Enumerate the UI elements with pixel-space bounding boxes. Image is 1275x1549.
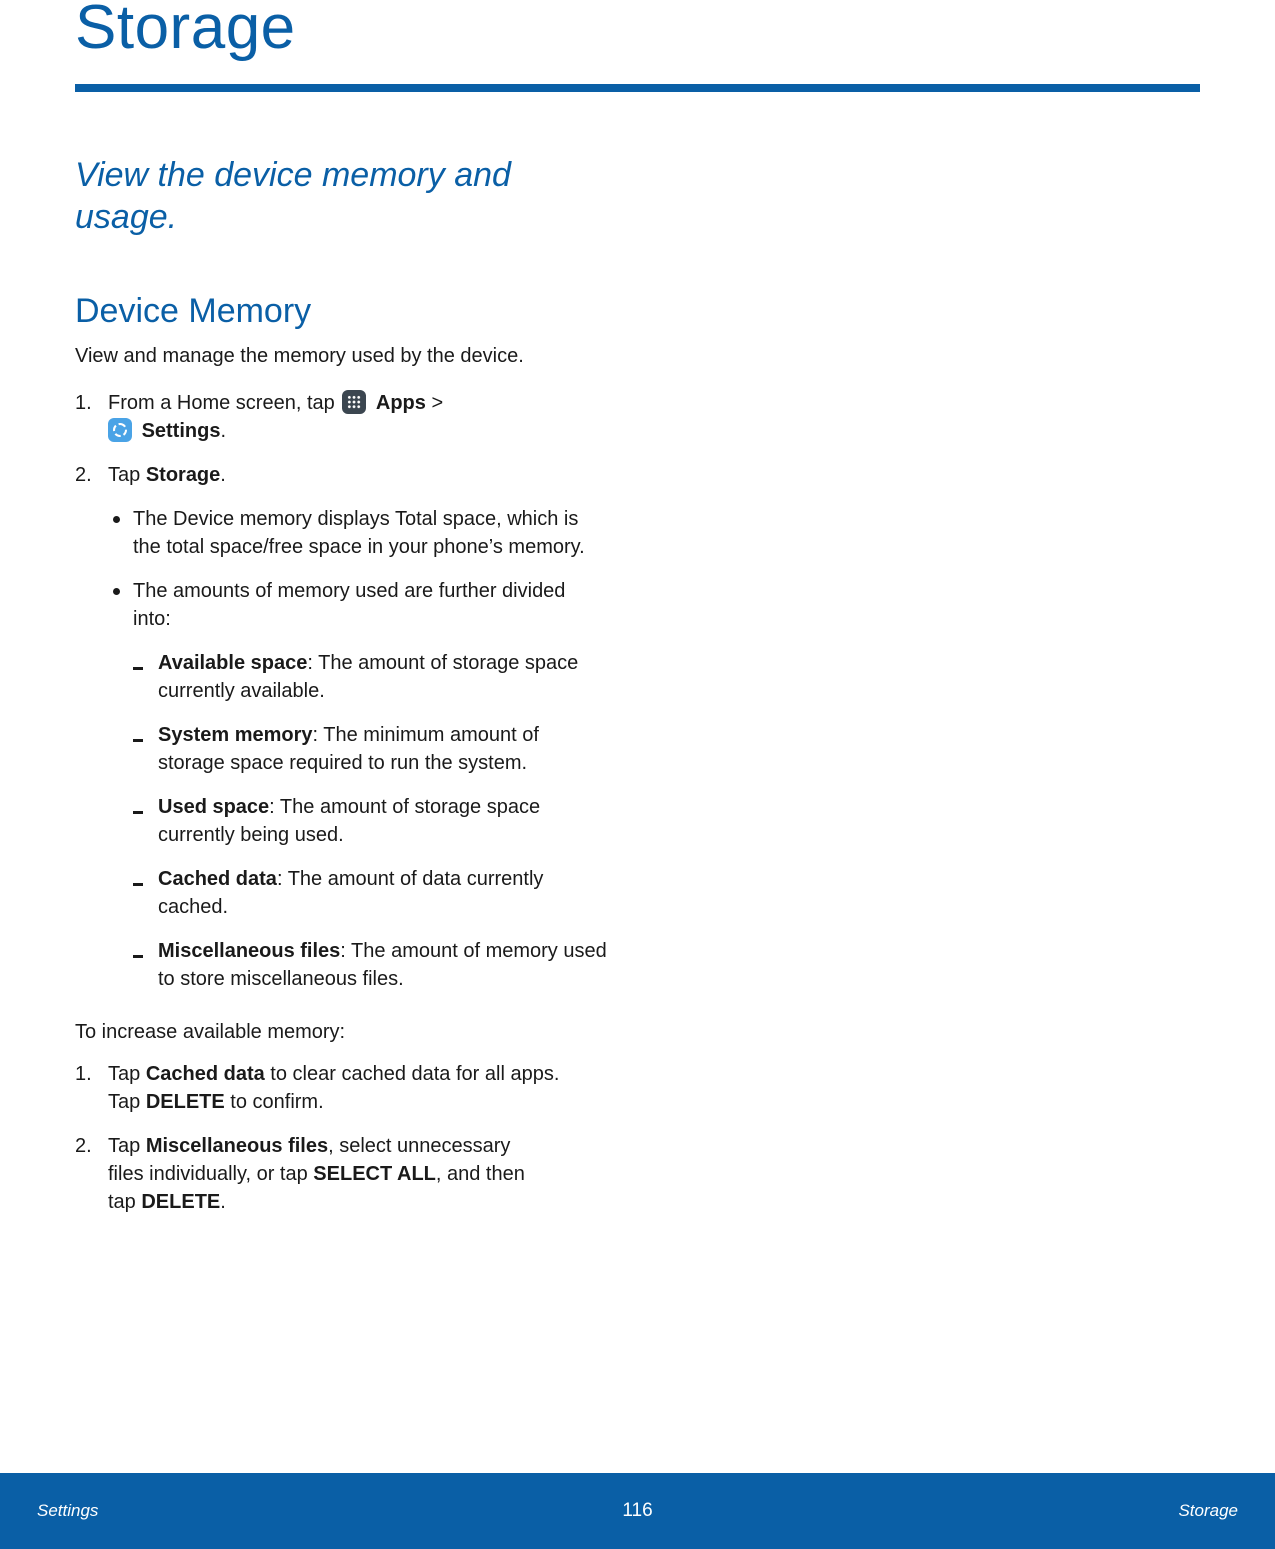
content-body (75, 342, 615, 1216)
step-text: . (220, 1191, 226, 1213)
bullet-text: The amounts of memory used are further divided into: (133, 580, 566, 630)
dash-marker (133, 883, 143, 886)
sub-desc: : The amount of storage space currently available. (158, 652, 579, 702)
step-text: Tap (108, 1063, 146, 1085)
dash-marker (133, 811, 143, 814)
sub-desc: : The amount of storage space currently being used. (158, 796, 541, 846)
step-text: to confirm. (224, 1091, 324, 1113)
bullet-dot (113, 588, 120, 595)
sub-term: Cached data (158, 868, 277, 890)
apps-label: Apps (375, 392, 426, 414)
sub-term: Available space (158, 652, 308, 674)
section-lead: View and manage the memory used by the device. (75, 345, 524, 367)
intro-text: View the device memory and usage. (75, 156, 511, 236)
increase-step-1 (75, 1060, 568, 1116)
select-all-label: SELECT ALL (313, 1163, 436, 1185)
step-number: 1. (75, 392, 92, 414)
step-text: Tap (108, 464, 141, 486)
sub-item-miscellaneous-files (75, 937, 618, 993)
step-number: 2. (75, 464, 92, 486)
page-number: 116 (622, 1500, 653, 1521)
step-number: 1. (75, 1063, 92, 1085)
sub-item-system-memory (75, 721, 608, 777)
settings-label: Settings (141, 420, 221, 442)
settings-gear-icon (108, 418, 132, 442)
sub-desc: : The amount of memory used to store miscellaneous files. (158, 940, 607, 990)
bullet-item (75, 505, 603, 561)
sub-item-cached-data (75, 865, 608, 921)
increase-step-2 (75, 1132, 528, 1216)
dash-marker (133, 955, 143, 958)
sub-term: Miscellaneous files (158, 940, 341, 962)
delete-label: DELETE (141, 1191, 221, 1213)
footer-section-label: Settings (37, 1501, 99, 1520)
step-text: , and then tap (108, 1163, 525, 1213)
miscellaneous-files-label: Miscellaneous files (145, 1135, 329, 1157)
bullet-text: The Device memory displays Total space, which is the total space/free space in your phone’s memory. (133, 508, 585, 558)
delete-label: DELETE (145, 1091, 225, 1113)
page-footer (0, 1473, 1275, 1549)
storage-label: Storage (145, 464, 221, 486)
step-1 (75, 389, 615, 445)
sub-desc: : The minimum amount of storage space required to run the system. (158, 724, 539, 774)
sub-item-available-space (75, 649, 608, 705)
step-text: to clear cached data for all apps. Tap (108, 1063, 560, 1113)
sub-term: System memory (158, 724, 313, 746)
page-title: Storage (75, 0, 296, 62)
step-number: 2. (75, 1135, 92, 1157)
dash-marker (133, 739, 143, 742)
step-text: From a Home screen, tap (108, 392, 335, 414)
increase-heading: To increase available memory: (75, 1021, 346, 1043)
bullet-dot (113, 516, 120, 523)
sub-desc: : The amount of data currently cached. (158, 868, 544, 918)
separator: > (431, 392, 444, 414)
footer-chapter-label: Storage (1178, 1501, 1238, 1520)
bullet-item (75, 577, 603, 633)
step-end: . (220, 464, 226, 486)
title-divider (75, 84, 1200, 92)
dash-marker (133, 667, 143, 670)
sub-item-used-space (75, 793, 608, 849)
apps-grid-icon (342, 390, 366, 414)
section-heading: Device Memory (75, 292, 312, 330)
cached-data-label: Cached data (145, 1063, 265, 1085)
sub-term: Used space (158, 796, 270, 818)
step-2 (75, 461, 615, 489)
step-text: , select unnecessary files individually, or tap (108, 1135, 511, 1185)
step-end: . (220, 420, 227, 442)
step-text: Tap (108, 1135, 146, 1157)
